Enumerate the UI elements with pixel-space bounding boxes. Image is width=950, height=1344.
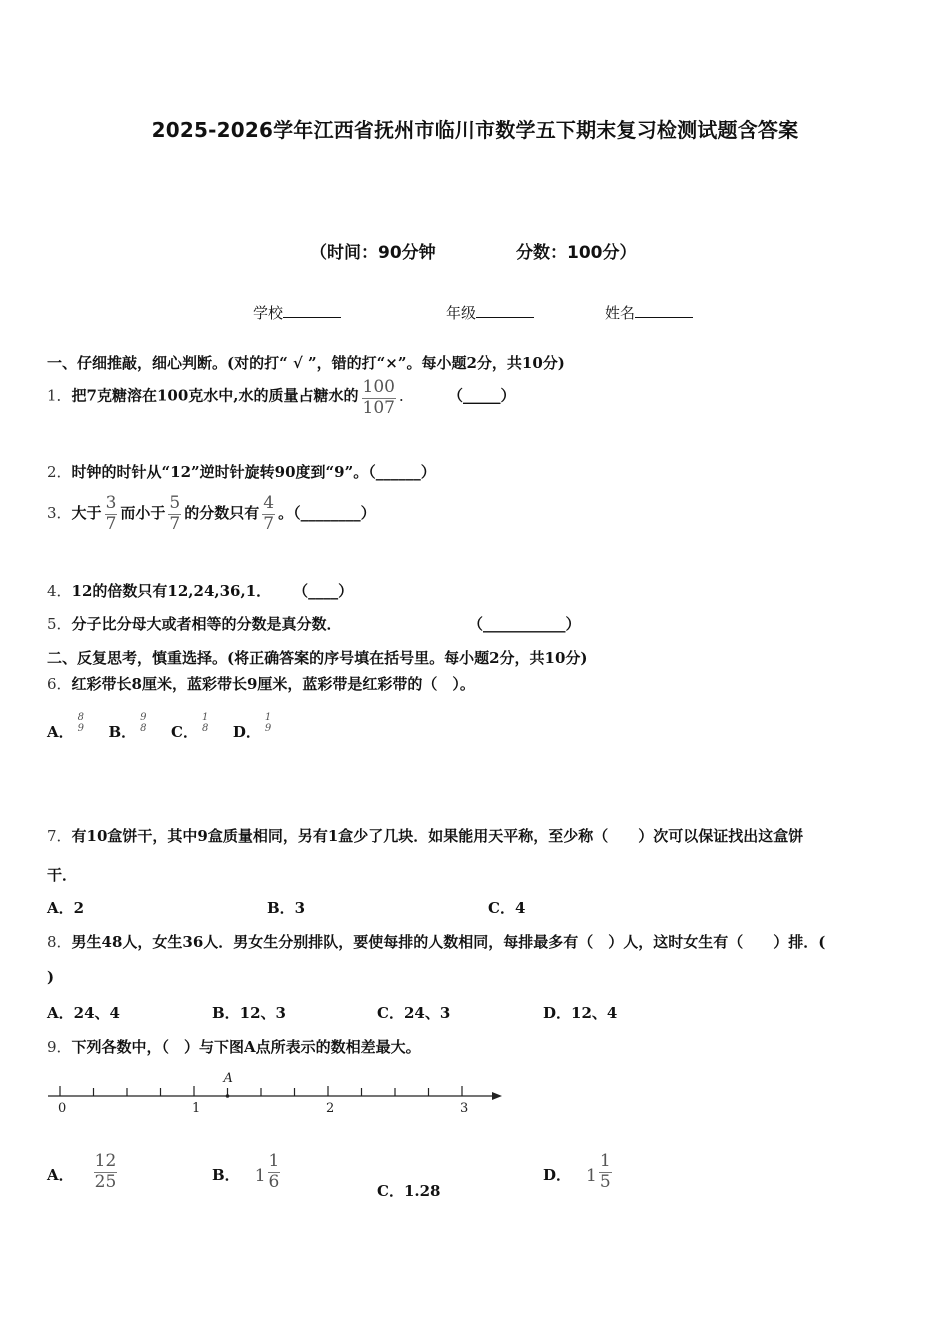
exam-score: 分数：100分） [516, 243, 637, 263]
grade-field[interactable] [446, 302, 534, 323]
section-2-heading: 二、反复思考，慎重选择。(将正确答案的序号填在括号里。每小题2分，共10分) [47, 649, 588, 667]
q6-option-d[interactable]: D． 1 9 [232, 712, 272, 741]
q1-answer-blank[interactable]: （_____） [448, 386, 516, 405]
question-6: 6．红彩带长8厘米，蓝彩带长9厘米，蓝彩带是红彩带的（ ）。 [47, 675, 475, 693]
question-9: 9．下列各数中，（ ）与下图A点所表示的数相差最大。 [47, 1038, 421, 1056]
q3-answer-blank[interactable]: 。（________） [278, 504, 376, 523]
q7-option-b[interactable]: B．3 [267, 899, 306, 917]
name-field[interactable] [605, 302, 693, 323]
name-label: 姓名 [605, 304, 636, 322]
point-a-label: A [223, 1071, 233, 1086]
number-line [40, 1062, 510, 1122]
q2-text[interactable]: 时钟的时针从“12”逆时针旋转90度到“9”。（______） [71, 463, 436, 481]
q4-answer-blank[interactable]: （____） [293, 582, 354, 600]
question-1: 1．把7克糖溶在100克水中,水的质量占糖水的 $\frac{100}{107}$ ． （_____） [47, 377, 516, 418]
point-a-dot [226, 1094, 230, 1098]
q8-option-a[interactable]: A．24、4 [47, 1004, 120, 1022]
q9-option-c[interactable]: C．1.28 [377, 1182, 441, 1200]
q6-option-b[interactable]: B． 9 8 [108, 712, 147, 741]
axis-arrow [492, 1092, 502, 1100]
q5-answer-blank[interactable]: （___________） [468, 615, 581, 633]
question-7-cont: 干． [47, 866, 78, 884]
school-field[interactable] [253, 302, 341, 323]
q8-option-c[interactable]: C．24、3 [377, 1004, 451, 1022]
tick-label: 2 [326, 1101, 335, 1116]
question-2: 2．时钟的时针从“12”逆时针旋转90度到“9”。（______） [47, 463, 436, 481]
section-1-heading: 一、仔细推敲，细心判断。(对的打“ √ ”，错的打“×”。每小题2分，共10分) [47, 354, 565, 372]
page-title: 2025-2026学年江西省抚州市临川市数学五下期末复习检测试题含答案 [151, 118, 799, 142]
question-8-cont: ) [47, 968, 55, 986]
question-8: 8．男生48人，女生36人．男女生分别排队，要使每排的人数相同，每排最多有（ ）人，这时女生有（ ）排．( [47, 933, 826, 951]
q9-option-b[interactable]: B． 1 $\frac{1}{6}$ [212, 1151, 280, 1192]
q8-option-b[interactable]: B．12、3 [212, 1004, 286, 1022]
exam-time: （时间：90分钟 [310, 243, 436, 263]
fraction-3-7: $\frac{3}{7}$ [105, 493, 117, 534]
tick-label: 1 [192, 1101, 201, 1116]
tick-label: 3 [460, 1101, 469, 1116]
question-7: 7．有10盒饼干，其中9盒质量相同，另有1盒少了几块．如果能用天平称，至少称（ ）次可以保证找出这盒饼 [47, 827, 804, 845]
grade-label: 年级 [446, 304, 477, 322]
q9-option-a[interactable]: A． $\frac{12}{25}$ [47, 1151, 117, 1192]
q9-option-d[interactable]: D． 1 $\frac{1}{5}$ [543, 1151, 611, 1192]
q8-option-d[interactable]: D．12、4 [543, 1004, 618, 1022]
school-label: 学校 [253, 304, 284, 322]
question-4: 4．12的倍数只有12,24,36,1． （____） [47, 582, 354, 600]
tick-label: 0 [58, 1101, 67, 1116]
fraction-4-7: $\frac{4}{7}$ [263, 493, 275, 534]
q6-option-c[interactable]: C． 1 8 [171, 712, 209, 741]
q7-option-c[interactable]: C．4 [488, 899, 526, 917]
q6-options [47, 712, 275, 742]
q6-option-a[interactable]: A． 8 9 [47, 712, 85, 741]
question-5: 5．分子比分母大或者相等的分数是真分数． [47, 615, 342, 633]
question-3: 3．大于 $\frac{3}{7}$ 而小于 $\frac{5}{7}$ 的分数只有 $\frac{4}{7}$ 。（________） [47, 493, 376, 534]
fraction-5-7: $\frac{5}{7}$ [169, 493, 181, 534]
fraction-100-107: $\frac{100}{107}$ [362, 377, 395, 418]
q7-option-a[interactable]: A．2 [47, 899, 85, 917]
